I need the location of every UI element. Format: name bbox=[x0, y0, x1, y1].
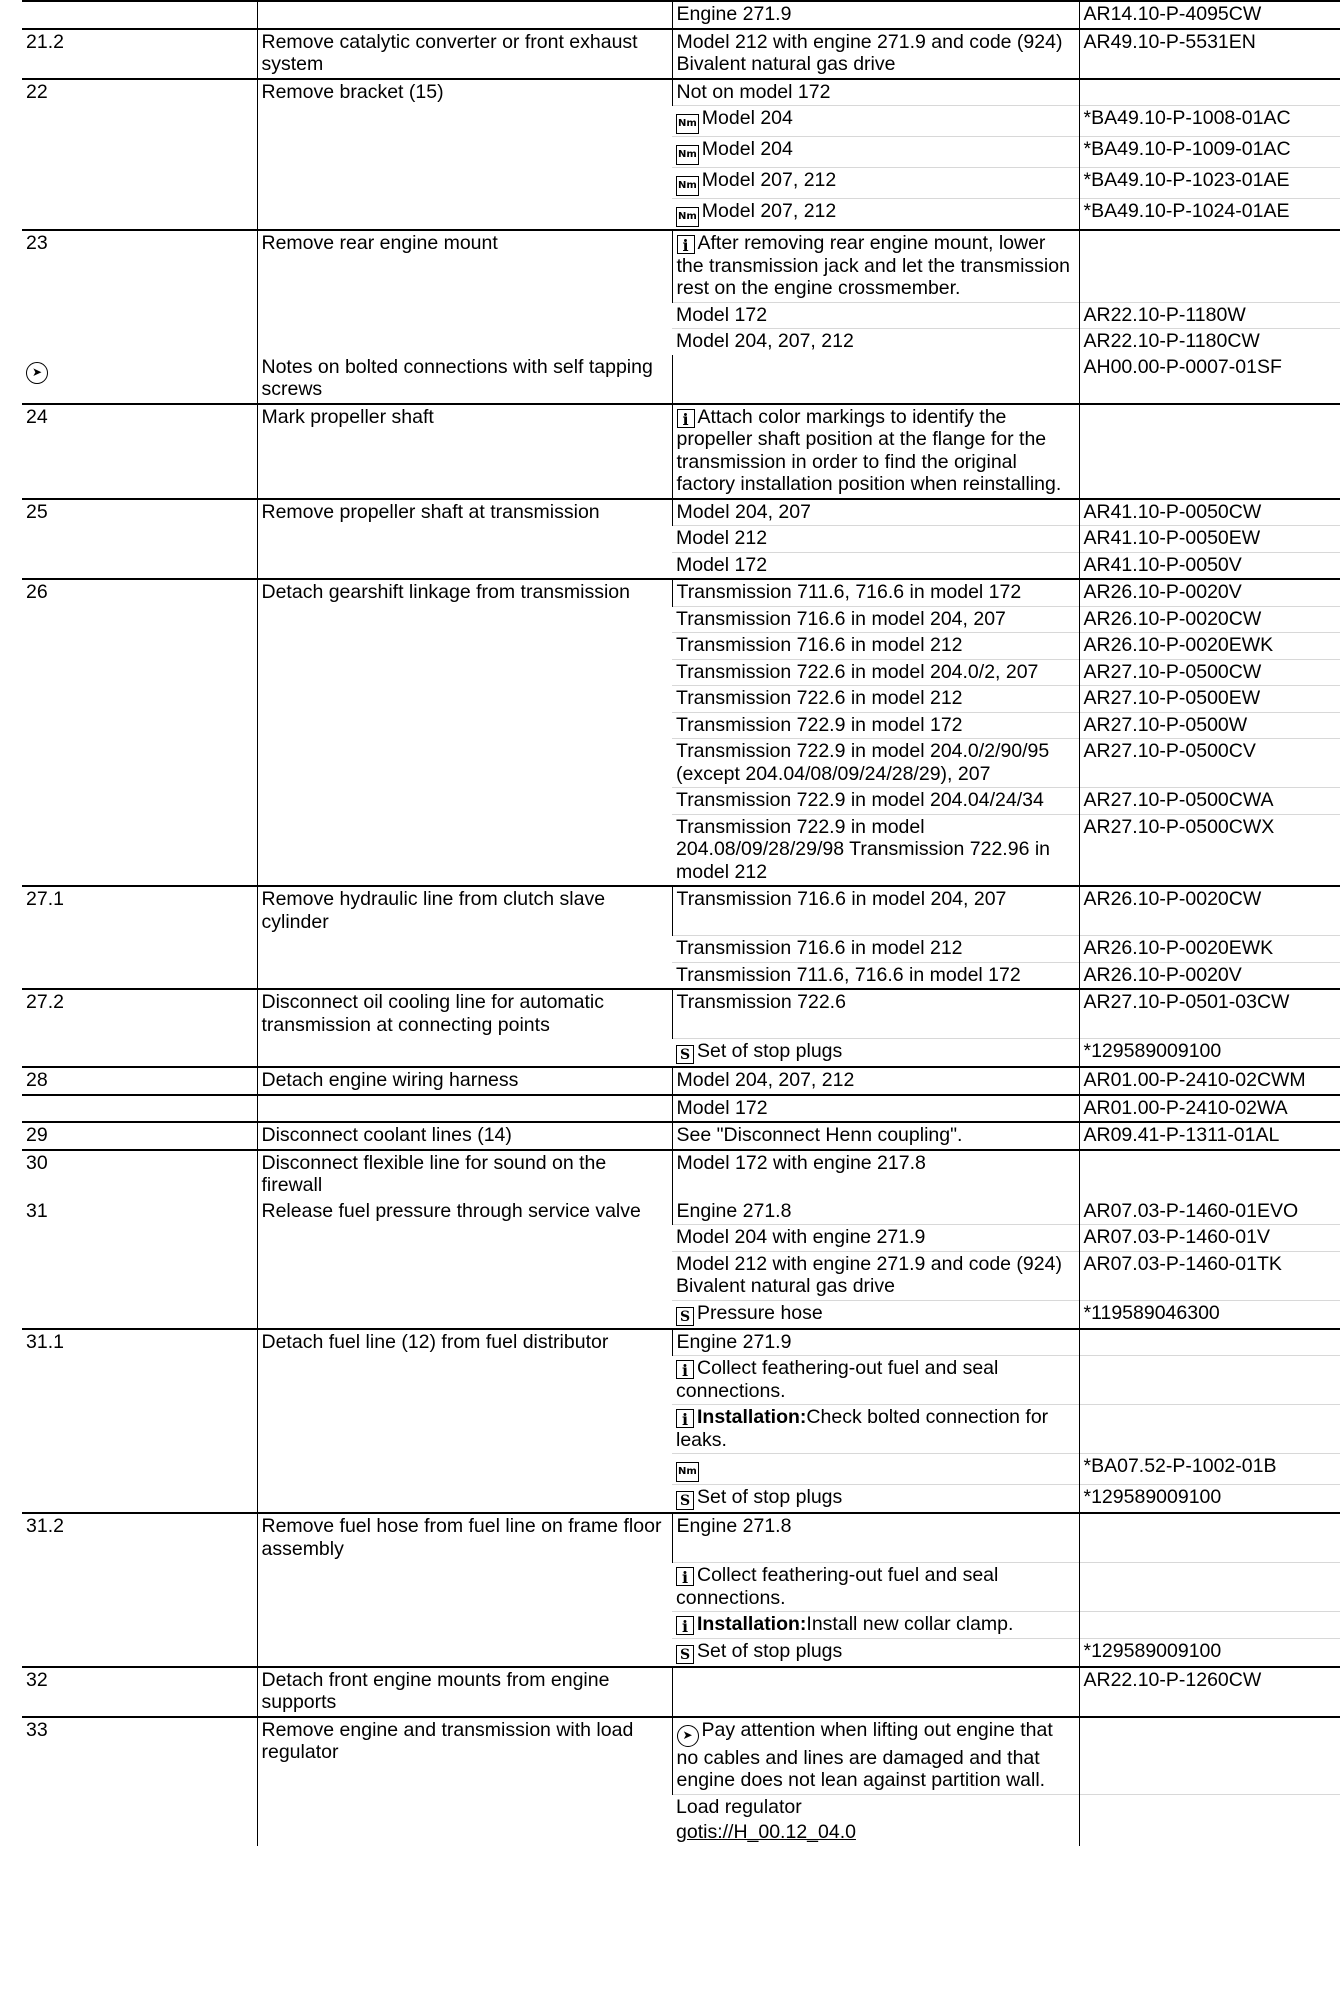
condition-cell: Transmission 716.6 in model 212 bbox=[672, 936, 1079, 963]
note-text: After removing rear engine mount, lower the transmission jack and let the transmission rest on the engine crossmember. bbox=[676, 232, 1070, 299]
condition-cell bbox=[672, 1485, 1079, 1514]
reference-link[interactable]: AR49.10-P-5531EN bbox=[1079, 29, 1340, 79]
condition-text: Set of stop plugs bbox=[697, 1040, 843, 1062]
reference-link[interactable]: AR41.10-P-0050V bbox=[1079, 552, 1340, 579]
table-row bbox=[22, 989, 1340, 1039]
table-row bbox=[22, 1717, 1340, 1795]
note-cell bbox=[672, 1356, 1079, 1405]
step-number: 22 bbox=[22, 79, 257, 231]
warning-cell bbox=[672, 1717, 1079, 1795]
operation-text: Mark propeller shaft bbox=[257, 404, 672, 499]
reference-link[interactable]: *BA07.52-P-1002-01B bbox=[1079, 1454, 1340, 1485]
gotis-link[interactable]: gotis://H_00.12_04.0 bbox=[676, 1821, 856, 1843]
reference-link[interactable]: *129589009100 bbox=[1079, 1485, 1340, 1514]
reference-cell bbox=[1079, 79, 1340, 106]
table-row bbox=[22, 404, 1340, 499]
table-row bbox=[22, 1, 1340, 29]
reference-link[interactable]: AR07.03-P-1460-01TK bbox=[1079, 1251, 1340, 1300]
operation-text: Remove engine and transmission with load regulator bbox=[257, 1717, 672, 1846]
table-row bbox=[22, 886, 1340, 936]
table-row bbox=[22, 1067, 1340, 1095]
condition-cell: Model 212 with engine 271.9 and code (924) Bivalent natural gas drive bbox=[672, 29, 1079, 79]
condition-cell: Transmission 722.9 in model 172 bbox=[672, 712, 1079, 739]
condition-cell: Model 172 bbox=[672, 302, 1079, 329]
condition-cell: Not on model 172 bbox=[672, 79, 1079, 106]
condition-cell: Engine 271.8 bbox=[672, 1199, 1079, 1225]
reference-cell bbox=[1079, 1563, 1340, 1612]
special-tool-icon: S bbox=[676, 1645, 694, 1664]
reference-link[interactable]: AR01.00-P-2410-02CWM bbox=[1079, 1067, 1340, 1095]
reference-link[interactable]: AR27.10-P-0500CW bbox=[1079, 659, 1340, 686]
operation-text: Remove rear engine mount bbox=[257, 230, 672, 355]
operation-text: Disconnect flexible line for sound on the firewall bbox=[257, 1150, 672, 1199]
operation-text: Detach engine wiring harness bbox=[257, 1067, 672, 1095]
info-icon: i bbox=[676, 1616, 694, 1635]
condition-text: Model 204 bbox=[701, 107, 793, 129]
reference-link[interactable]: AR26.10-P-0020CW bbox=[1079, 606, 1340, 633]
special-tool-icon: S bbox=[676, 1045, 694, 1064]
table-row bbox=[22, 579, 1340, 606]
table-row bbox=[22, 79, 1340, 106]
reference-link[interactable]: AR27.10-P-0500CWA bbox=[1079, 788, 1340, 815]
condition-cell bbox=[672, 1638, 1079, 1667]
installation-label: Installation: bbox=[697, 1406, 807, 1428]
operation-text: Remove catalytic converter or front exhaust system bbox=[257, 29, 672, 79]
operation-text: Remove propeller shaft at transmission bbox=[257, 499, 672, 580]
condition-cell bbox=[672, 1454, 1079, 1485]
operation-text: Notes on bolted connections with self tapping screws bbox=[257, 355, 672, 404]
condition-cell: Model 172 bbox=[672, 1095, 1079, 1123]
operation-text: Remove bracket (15) bbox=[257, 79, 672, 231]
condition-cell: Engine 271.9 bbox=[672, 1329, 1079, 1356]
table-row bbox=[22, 1199, 1340, 1225]
note-cell bbox=[672, 404, 1079, 499]
operation-cell bbox=[257, 1095, 672, 1123]
torque-nm-icon: Nm bbox=[676, 207, 699, 227]
table-row bbox=[22, 230, 1340, 302]
condition-cell: Transmission 722.9 in model 204.0/2/90/95 (except 204.04/08/09/24/28/29), 207 bbox=[672, 739, 1079, 788]
table-row bbox=[22, 1513, 1340, 1563]
note-text: Install new collar clamp. bbox=[806, 1613, 1014, 1635]
reference-cell bbox=[1079, 1717, 1340, 1795]
table-row bbox=[22, 1667, 1340, 1717]
operation-cell bbox=[257, 1, 672, 29]
condition-cell bbox=[672, 168, 1079, 199]
operation-text: Disconnect coolant lines (14) bbox=[257, 1122, 672, 1150]
reference-cell bbox=[1079, 1820, 1340, 1846]
table-row bbox=[22, 29, 1340, 79]
step-number: 25 bbox=[22, 499, 257, 580]
condition-cell: Model 172 with engine 217.8 bbox=[672, 1150, 1079, 1199]
table-row bbox=[22, 355, 1340, 404]
table-row bbox=[22, 1122, 1340, 1150]
torque-nm-icon: Nm bbox=[676, 176, 699, 196]
reference-link[interactable]: *BA49.10-P-1023-01AE bbox=[1079, 168, 1340, 199]
reference-link[interactable]: AR27.10-P-0501-03CW bbox=[1079, 989, 1340, 1039]
condition-cell bbox=[672, 199, 1079, 231]
operation-text: Detach gearshift linkage from transmission bbox=[257, 579, 672, 886]
warning-text: Pay attention when lifting out engine that no cables and lines are damaged and that engine does not lean against partition wall. bbox=[676, 1718, 1053, 1791]
reference-link[interactable]: AH00.00-P-0007-01SF bbox=[1079, 355, 1340, 404]
condition-cell bbox=[672, 1300, 1079, 1329]
condition-text: Set of stop plugs bbox=[697, 1639, 843, 1662]
step-number: 33 bbox=[22, 1717, 257, 1846]
condition-cell: Model 204, 207, 212 bbox=[672, 329, 1079, 355]
condition-cell: Transmission 711.6, 716.6 in model 172 bbox=[672, 579, 1079, 606]
operation-text: Remove hydraulic line from clutch slave cylinder bbox=[257, 886, 672, 989]
info-icon: i bbox=[676, 1567, 694, 1586]
condition-cell: Engine 271.8 bbox=[672, 1513, 1079, 1563]
condition-cell: Model 204, 207, 212 bbox=[672, 1067, 1079, 1095]
note-text: Attach color markings to identify the propeller shaft position at the flange for the transmission in order to find the original factory installation position when reinstalling. bbox=[676, 405, 1062, 495]
caution-arrow-icon: ➤ bbox=[677, 1725, 699, 1747]
operation-text: Release fuel pressure through service valve bbox=[257, 1199, 672, 1329]
reference-link[interactable]: AR26.10-P-0020EWK bbox=[1079, 936, 1340, 963]
reference-link[interactable]: AR01.00-P-2410-02WA bbox=[1079, 1095, 1340, 1123]
reference-cell bbox=[1079, 1329, 1340, 1356]
torque-nm-icon: Nm bbox=[676, 114, 699, 134]
reference-link[interactable]: AR27.10-P-0500EW bbox=[1079, 686, 1340, 713]
condition-cell: Transmission 722.6 in model 204.0/2, 207 bbox=[672, 659, 1079, 686]
note-text: Collect feathering-out fuel and seal connections. bbox=[676, 1357, 999, 1402]
condition-cell: Model 212 bbox=[672, 526, 1079, 553]
condition-cell bbox=[672, 355, 1079, 404]
reference-link[interactable]: *BA49.10-P-1009-01AC bbox=[1079, 137, 1340, 168]
reference-cell bbox=[1079, 1612, 1340, 1639]
special-tool-icon: S bbox=[676, 1307, 694, 1326]
reference-cell bbox=[1079, 1150, 1340, 1199]
condition-cell: Transmission 716.6 in model 204, 207 bbox=[672, 606, 1079, 633]
reference-cell bbox=[1079, 1794, 1340, 1820]
reference-cell bbox=[1079, 1405, 1340, 1454]
procedure-table bbox=[22, 0, 1340, 1846]
step-number: 31.2 bbox=[22, 1513, 257, 1667]
special-tool-icon: S bbox=[676, 1491, 694, 1510]
reference-link[interactable]: AR41.10-P-0050EW bbox=[1079, 526, 1340, 553]
condition-cell: Transmission 716.6 in model 204, 207 bbox=[672, 886, 1079, 936]
step-number: 21.2 bbox=[22, 29, 257, 79]
reference-link[interactable]: AR27.10-P-0500CV bbox=[1079, 739, 1340, 788]
condition-text: Pressure hose bbox=[697, 1301, 823, 1324]
reference-cell bbox=[1079, 230, 1340, 302]
step-number: 24 bbox=[22, 404, 257, 499]
reference-link[interactable]: AR07.03-P-1460-01EVO bbox=[1079, 1199, 1340, 1225]
reference-link[interactable]: AR07.03-P-1460-01V bbox=[1079, 1225, 1340, 1252]
reference-link[interactable]: *BA49.10-P-1008-01AC bbox=[1079, 106, 1340, 137]
operation-text: Remove fuel hose from fuel line on frame floor assembly bbox=[257, 1513, 672, 1667]
step-cell bbox=[22, 1095, 257, 1123]
operation-text: Disconnect oil cooling line for automatic transmission at connecting points bbox=[257, 989, 672, 1067]
condition-cell: Transmission 722.9 in model 204.04/24/34 bbox=[672, 788, 1079, 815]
condition-text: Model 207, 212 bbox=[701, 169, 837, 191]
reference-link[interactable]: AR22.10-P-1260CW bbox=[1079, 1667, 1340, 1717]
reference-link[interactable]: *119589046300 bbox=[1079, 1300, 1340, 1329]
reference-link[interactable]: AR27.10-P-0500CWX bbox=[1079, 814, 1340, 886]
note-cell bbox=[672, 1405, 1079, 1454]
condition-cell bbox=[672, 137, 1079, 168]
condition-cell: Load regulator bbox=[672, 1794, 1079, 1820]
condition-cell: Transmission 711.6, 716.6 in model 172 bbox=[672, 962, 1079, 989]
reference-link[interactable]: AR09.41-P-1311-01AL bbox=[1079, 1122, 1340, 1150]
note-cell bbox=[672, 1563, 1079, 1612]
reference-link[interactable]: *BA49.10-P-1024-01AE bbox=[1079, 199, 1340, 231]
step-number: 31 bbox=[26, 1199, 48, 1222]
step-number: 29 bbox=[22, 1122, 257, 1150]
arrow-circle-icon: ➤ bbox=[26, 362, 48, 384]
condition-cell: Model 204, 207 bbox=[672, 499, 1079, 526]
reference-link[interactable]: AR41.10-P-0050CW bbox=[1079, 499, 1340, 526]
reference-link[interactable]: AR22.10-P-1180W bbox=[1079, 302, 1340, 329]
table-row bbox=[22, 1095, 1340, 1123]
reference-cell bbox=[1079, 404, 1340, 499]
step-number: 30 bbox=[22, 1150, 257, 1199]
step-number: 31.1 bbox=[22, 1329, 257, 1514]
condition-cell: Transmission 722.6 bbox=[672, 989, 1079, 1039]
condition-cell bbox=[672, 106, 1079, 137]
reference-cell bbox=[1079, 1513, 1340, 1563]
torque-nm-icon: Nm bbox=[676, 145, 699, 165]
step-number: 28 bbox=[22, 1067, 257, 1095]
reference-link[interactable]: AR14.10-P-4095CW bbox=[1079, 1, 1340, 29]
condition-text: Model 204 bbox=[701, 138, 793, 160]
step-number: 32 bbox=[22, 1667, 257, 1717]
condition-cell bbox=[672, 1039, 1079, 1068]
reference-link[interactable]: AR26.10-P-0020V bbox=[1079, 579, 1340, 606]
info-icon: i bbox=[676, 1409, 694, 1428]
condition-cell: Engine 271.9 bbox=[672, 1, 1079, 29]
table-row bbox=[22, 499, 1340, 526]
torque-nm-icon: Nm bbox=[676, 1462, 699, 1482]
note-cell bbox=[672, 230, 1079, 302]
installation-label: Installation: bbox=[697, 1613, 807, 1635]
reference-link[interactable]: AR26.10-P-0020CW bbox=[1079, 886, 1340, 936]
note-cell bbox=[672, 1612, 1079, 1639]
condition-text: Model 207, 212 bbox=[701, 200, 837, 222]
condition-cell: See "Disconnect Henn coupling". bbox=[672, 1122, 1079, 1150]
note-text: Check bolted connection for leaks. bbox=[676, 1406, 1049, 1451]
table-row bbox=[22, 1150, 1340, 1199]
reference-link[interactable]: AR26.10-P-0020EWK bbox=[1079, 633, 1340, 660]
reference-cell bbox=[1079, 1356, 1340, 1405]
operation-text: Detach front engine mounts from engine supports bbox=[257, 1667, 672, 1717]
condition-cell bbox=[672, 1667, 1079, 1717]
reference-link[interactable]: AR27.10-P-0500W bbox=[1079, 712, 1340, 739]
step-cell bbox=[22, 1, 257, 29]
reference-link[interactable]: *129589009100 bbox=[1079, 1638, 1340, 1667]
operation-text: Detach fuel line (12) from fuel distributor bbox=[257, 1329, 672, 1514]
step-number: 27.1 bbox=[22, 886, 257, 989]
condition-cell: Model 172 bbox=[672, 552, 1079, 579]
condition-cell: Transmission 722.6 in model 212 bbox=[672, 686, 1079, 713]
reference-link[interactable]: AR26.10-P-0020V bbox=[1079, 962, 1340, 989]
reference-link[interactable]: AR22.10-P-1180CW bbox=[1079, 329, 1340, 355]
condition-text: Set of stop plugs bbox=[697, 1486, 843, 1508]
step-cell bbox=[22, 355, 257, 404]
step-number: 27.2 bbox=[22, 989, 257, 1067]
condition-cell: Transmission 716.6 in model 212 bbox=[672, 633, 1079, 660]
condition-cell: Model 204 with engine 271.9 bbox=[672, 1225, 1079, 1252]
note-text: Collect feathering-out fuel and seal connections. bbox=[676, 1564, 999, 1609]
info-icon: i bbox=[677, 409, 695, 428]
table-row bbox=[22, 1329, 1340, 1356]
info-icon: i bbox=[676, 1360, 694, 1379]
reference-link[interactable]: *129589009100 bbox=[1079, 1039, 1340, 1068]
info-icon: i bbox=[677, 235, 695, 254]
condition-cell: Transmission 722.9 in model 204.08/09/28/29/98 Transmission 722.96 in model 212 bbox=[672, 814, 1079, 886]
step-number: 23 bbox=[22, 230, 257, 355]
step-number: 26 bbox=[22, 579, 257, 886]
condition-cell: Model 212 with engine 271.9 and code (924) Bivalent natural gas drive bbox=[672, 1251, 1079, 1300]
